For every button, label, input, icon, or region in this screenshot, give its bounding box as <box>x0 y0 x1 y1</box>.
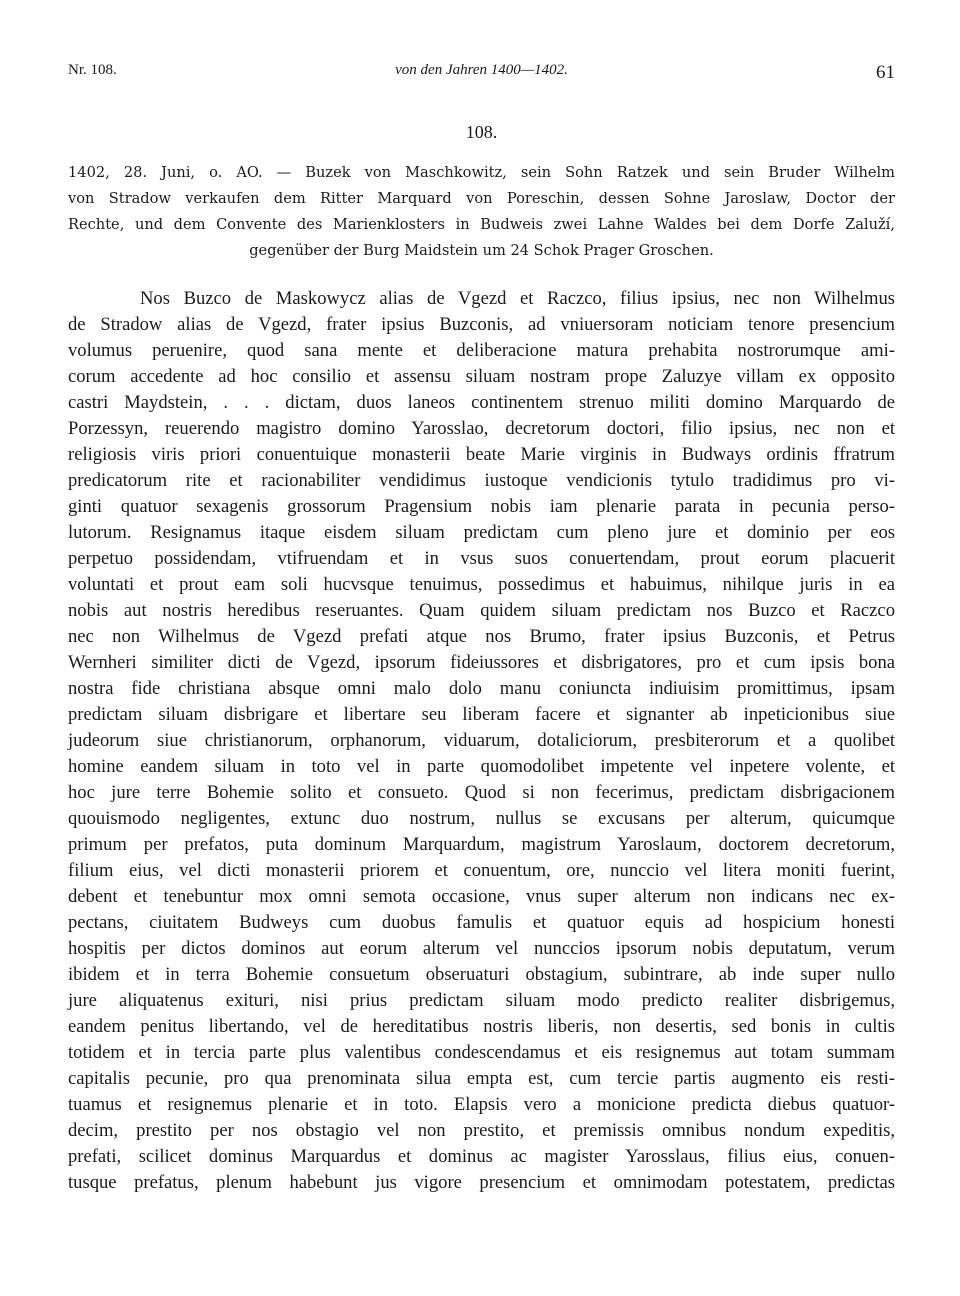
body-line: Nos Buzco de Maskowycz alias de Vgezd et Raczco, filius ipsius, nec non Wilhelmus <box>140 288 895 309</box>
body-line: prefati, scilicet dominus Marquardus et dominus ac magister Yarosslaus, filius eius, conuen- <box>68 1146 895 1167</box>
regest-line: von Stradow verkaufen dem Ritter Marquard von Poreschin, dessen Sohne Jaroslaw, Doctor der <box>68 190 895 207</box>
body-line: eandem penitus libertando, vel de hereditatibus nostris liberis, non desertis, sed bonis in cultis <box>68 1016 895 1037</box>
body-line: decim, prestito per nos obstagio vel non prestito, et premissis omnibus nondum expeditis, <box>68 1120 895 1141</box>
body-line: totidem et in tercia parte plus valentibus condescendamus et eis resignemus aut totam summam <box>68 1042 895 1063</box>
body-line: Wernheri similiter dicti de Vgezd, ipsorum fideiussores et disbrigatores, pro et cum ipsis bona <box>68 652 895 673</box>
body-line: debent et tenebuntur mox omni semota occasione, vnus super alterum non indicans nec ex- <box>68 886 895 907</box>
running-head-title: von den Jahren 1400—1402. <box>395 62 568 78</box>
body-line: de Stradow alias de Vgezd, frater ipsius Buzconis, ad vniuersoram noticiam tenore presencium <box>68 314 895 335</box>
page-number: 61 <box>876 62 895 83</box>
document-page <box>68 0 895 1296</box>
body-line: nostra fide christiana absque omni malo dolo manu coniuncta indiuisim promittimus, ipsam <box>68 678 895 699</box>
body-line: capitalis pecunie, pro qua prenominata silua empta est, cum tercie partis augmento eis resti- <box>68 1068 895 1089</box>
body-line: jure aliquatenus exituri, nisi prius predictam siluam modo predicto realiter disbrigemus, <box>68 990 895 1011</box>
regest-line: 1402, 28. Juni, o. AO. — Buzek von Maschkowitz, sein Sohn Ratzek und sein Bruder Wilhelm <box>68 164 895 181</box>
regest-line: gegenüber der Burg Maidstein um 24 Schok Prager Groschen. <box>249 242 714 259</box>
regest-summary <box>68 160 895 264</box>
body-line: primum per prefatos, puta dominum Marquardum, magistrum Yaroslaum, doctorem decretorum, <box>68 834 895 855</box>
body-line: nobis aut nostris heredibus reseruantes. Quam quidem siluam predictam nos Buzco et Raczco <box>68 600 895 621</box>
body-line: tuamus et resignemus plenarie et in toto. Elapsis vero a monicione predicta diebus quatuor- <box>68 1094 895 1115</box>
body-line: ibidem et in terra Bohemie consuetum obseruaturi obstagium, subintrare, ab inde super nullo <box>68 964 895 985</box>
body-line: nec non Wilhelmus de Vgezd prefati atque nos Brumo, frater ipsius Buzconis, et Petrus <box>68 626 895 647</box>
body-line: predicatorum rite et racionabiliter vendidimus iustoque vendicionis tytulo tradidimus pro vi- <box>68 470 895 491</box>
charter-body-text <box>68 286 895 1196</box>
body-line: perpetuo possidendam, vtifruendam et in vsus suos conuertendam, prout eorum placuerit <box>68 548 895 569</box>
body-line: judeorum siue christianorum, orphanorum, viduarum, dotaliciorum, presbiterorum et a quolibet <box>68 730 895 751</box>
regest-line: Rechte, und dem Convente des Marienklosters in Budweis zwei Lahne Waldes bei dem Dorfe Zaluží, <box>68 216 895 233</box>
body-line: castri Maydstein, . . . dictam, duos laneos continentem strenuo militi domino Marquardo de <box>68 392 895 413</box>
body-line: quouismodo negligentes, extunc duo nostrum, nullus se excusans per alterum, quicumque <box>68 808 895 829</box>
body-line: hoc jure terre Bohemie solito et consueto. Quod si non fecerimus, predictam disbrigacionem <box>68 782 895 803</box>
body-line: filium eius, vel dicti monasterii priorem et conuentum, ore, nunccio vel litera moniti fuerint, <box>68 860 895 881</box>
body-line: pectans, ciuitatem Budweys cum duobus famulis et quatuor equis ad hospicium honesti <box>68 912 895 933</box>
body-line: ginti quatuor sexagenis grossorum Pragensium nobis iam plenarie parata in pecunia perso- <box>68 496 895 517</box>
body-line: religiosis viris priori conuentuique monasterii beate Marie virginis in Budways ordinis ffratrum <box>68 444 895 465</box>
body-line: corum accedente ad hoc consilio et assensu siluam nostram prope Zaluzye villam ex opposito <box>68 366 895 387</box>
running-head-document-number: Nr. 108. <box>68 62 117 78</box>
body-line: homine eandem siluam in toto vel in parte quomodolibet impetente vel inpetere volente, et <box>68 756 895 777</box>
body-line: hospitis per dictos dominos aut eorum alterum vel nunccios ipsorum nobis deputatum, verum <box>68 938 895 959</box>
body-line: voluntati et prout eam soli hucvsque tenuimus, possedimus et habuimus, nihilque juris in ea <box>68 574 895 595</box>
body-line: volumus peruenire, quod sana mente et deliberacione matura prehabita nostrorumque ami- <box>68 340 895 361</box>
running-head <box>68 62 895 86</box>
body-line: lutorum. Resignamus itaque eisdem siluam predictam cum pleno jure et dominio per eos <box>68 522 895 543</box>
body-line: Porzessyn, reuerendo magistro domino Yarosslao, decretorum doctori, filio ipsius, nec non et <box>68 418 895 439</box>
body-line: predictam siluam disbrigare et libertare seu liberam facere et signanter ab inpeticionibus siue <box>68 704 895 725</box>
body-line: tusque prefatus, plenum habebunt jus vigore presencium et omnimodam potestatem, predictas <box>68 1172 895 1193</box>
document-number-heading: 108. <box>465 122 498 142</box>
